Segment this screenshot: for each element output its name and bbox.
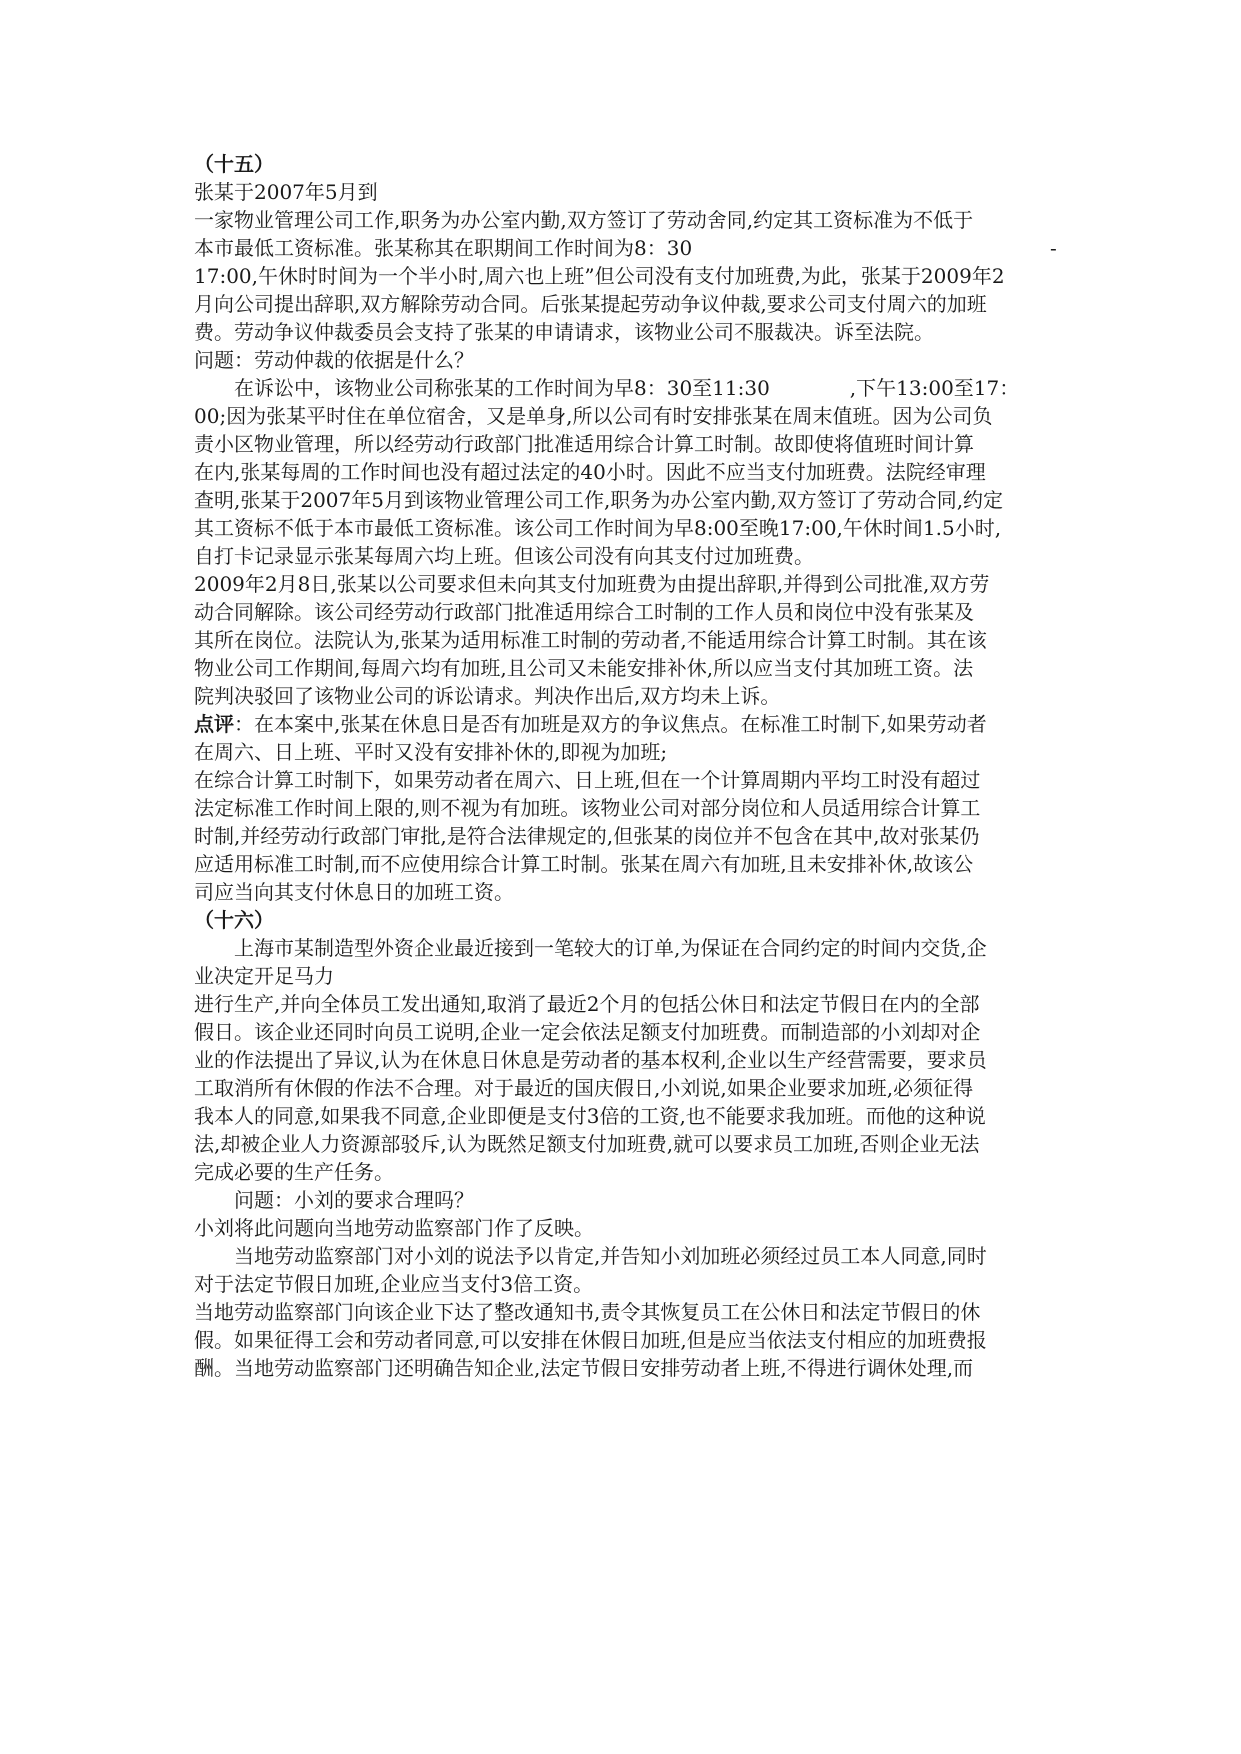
paragraph-line: 费。劳动争议仲裁委员会支持了张某的申请请求，该物业公司不服裁决。诉至法院。 — [194, 320, 934, 344]
paragraph-line: 我本人的同意,如果我不同意,企业即便是支付3倍的工资,也不能要求我加班。而他的这种说 — [194, 1104, 986, 1128]
paragraph-line: 17:00,午休时时间为一个半小时,周六也上班”但公司没有支付加班费,为此，张某于2009年2 — [194, 264, 1005, 288]
paragraph-line: 工取消所有休假的作法不合理。对于最近的国庆假日,小刘说,如果企业要求加班,必须征得 — [194, 1076, 974, 1100]
paragraph-line: 本市最低工资标准。张某称其在职期间工作时间为8：30 — [194, 236, 693, 260]
paragraph-line: 张某于2007年5月到 — [194, 180, 378, 204]
paragraph-line: 2009年2月8日,张某以公司要求但未向其支付加班费为由提出辞职,并得到公司批准,双方劳 — [194, 572, 990, 596]
question-line: 问题：劳动仲裁的依据是什么？ — [194, 348, 474, 372]
paragraph-line: 假。如果征得工会和劳动者同意,可以安排在休假日加班,但是应当依法支付相应的加班费报 — [194, 1328, 987, 1352]
comment-line: 时制,并经劳动行政部门审批,是符合法律规定的,但张某的岗位并不包含在其中,故对张某仍 — [194, 824, 980, 848]
paragraph-line: 责小区物业管理，所以经劳动行政部门批准适用综合计算工时制。故即使将值班时间计算 — [194, 432, 974, 456]
comment-line: 司应当向其支付休息日的加班工资。 — [194, 880, 514, 904]
paragraph-line: 一家物业管理公司工作,职务为办公室内勤,双方签订了劳动舍同,约定其工资标准为不低于 — [194, 208, 974, 232]
paragraph-line: 院判决驳回了该物业公司的诉讼请求。判决作出后,双方均未上诉。 — [194, 684, 781, 708]
paragraph-line: 酬。当地劳动监察部门还明确告知企业,法定节假日安排劳动者上班,不得进行调休处理,而 — [194, 1356, 974, 1380]
paragraph-line: 月向公司提出辞职,双方解除劳动合同。后张某提起劳动争议仲裁,要求公司支付周六的加班 — [194, 292, 987, 316]
paragraph-line: 在内,张某每周的工作时间也没有超过法定的40小时。因此不应当支付加班费。法院经审理 — [194, 460, 986, 484]
section-16-heading: （十六） — [194, 908, 274, 932]
comment-line: 应适用标准工时制,而不应使用综合计算工时制。张某在周六有加班,且未安排补休,故该公 — [194, 852, 974, 876]
paragraph-line: 法,却被企业人力资源部驳斥,认为既然足额支付加班费,就可以要求员工加班,否则企业无法 — [194, 1132, 980, 1156]
paragraph-line: 当地劳动监察部门对小刘的说法予以肯定,并告知小刘加班必须经过员工本人同意,同时 — [194, 1244, 987, 1268]
paragraph-line: 动合同解除。该公司经劳动行政部门批准适用综合工时制的工作人员和岗位中没有张某及 — [194, 600, 974, 624]
section-15-heading: （十五） — [194, 152, 274, 176]
question-line: 问题：小刘的要求合理吗？ — [194, 1188, 474, 1212]
dash-mark: - — [1050, 236, 1057, 260]
comment-text: ：在本案中,张某在休息日是否有加班是双方的争议焦点。在标准工时制下,如果劳动者 — [234, 712, 987, 736]
paragraph-line: 业的作法提出了异议,认为在休息日休息是劳动者的基本权利,企业以生产经营需要，要求员 — [194, 1048, 987, 1072]
paragraph-line: 业决定开足马力 — [194, 964, 334, 988]
paragraph-line: 其所在岗位。法院认为,张某为适用标准工时制的劳动者,不能适用综合计算工时制。其在该 — [194, 628, 987, 652]
paragraph-line: 上海市某制造型外资企业最近接到一笔较大的订单,为保证在合同约定的时间内交货,企 — [194, 936, 987, 960]
paragraph-line: 00;因为张某平时住在单位宿舍，又是单身,所以公司有时安排张某在周末值班。因为公司负 — [194, 404, 993, 428]
comment-line — [194, 710, 1056, 738]
paragraph-line: 其工资标不低于本市最低工资标准。该公司工作时间为早8:00至晚17:00,午休时间1.5小时, — [194, 516, 1002, 540]
comment-line: 在综合计算工时制下，如果劳动者在周六、日上班,但在一个计算周期内平均工时没有超过 — [194, 768, 981, 792]
paragraph-line: 物业公司工作期间,每周六均有加班,且公司又未能安排补休,所以应当支付其加班工资。法 — [194, 656, 974, 680]
paragraph-line: 对于法定节假日加班,企业应当支付3倍工资。 — [194, 1272, 594, 1296]
paragraph-line: 当地劳动监察部门向该企业下达了整改通知书,责令其恢复员工在公休日和法定节假日的休 — [194, 1300, 981, 1324]
comment-line: 法定标准工作时间上限的,则不视为有加班。该物业公司对部分岗位和人员适用综合计算工 — [194, 796, 981, 820]
comment-label: 点评 — [194, 712, 234, 736]
paragraph-line: 在诉讼中，该物业公司称张某的工作时间为早8：30至11:30 ,下午13:00至17： — [194, 376, 1020, 400]
comment-line: 在周六、日上班、平时又没有安排补休的,即视为加班; — [194, 740, 668, 764]
paragraph-line: 进行生产,并向全体员工发出通知,取消了最近2个月的包括公休日和法定节假日在内的全部 — [194, 992, 980, 1016]
paragraph-line: 假日。该企业还同时向员工说明,企业一定会依法足额支付加班费。而制造部的小刘却对企 — [194, 1020, 981, 1044]
paragraph-line: 完成必要的生产任务。 — [194, 1160, 394, 1184]
paragraph-line: 小刘将此问题向当地劳动监察部门作了反映。 — [194, 1216, 594, 1240]
paragraph-line: 自打卡记录显示张某每周六均上班。但该公司没有向其支付过加班费。 — [194, 544, 814, 568]
paragraph-line: 查明,张某于2007年5月到该物业管理公司工作,职务为办公室内勤,双方签订了劳动合同,约定 — [194, 488, 1004, 512]
